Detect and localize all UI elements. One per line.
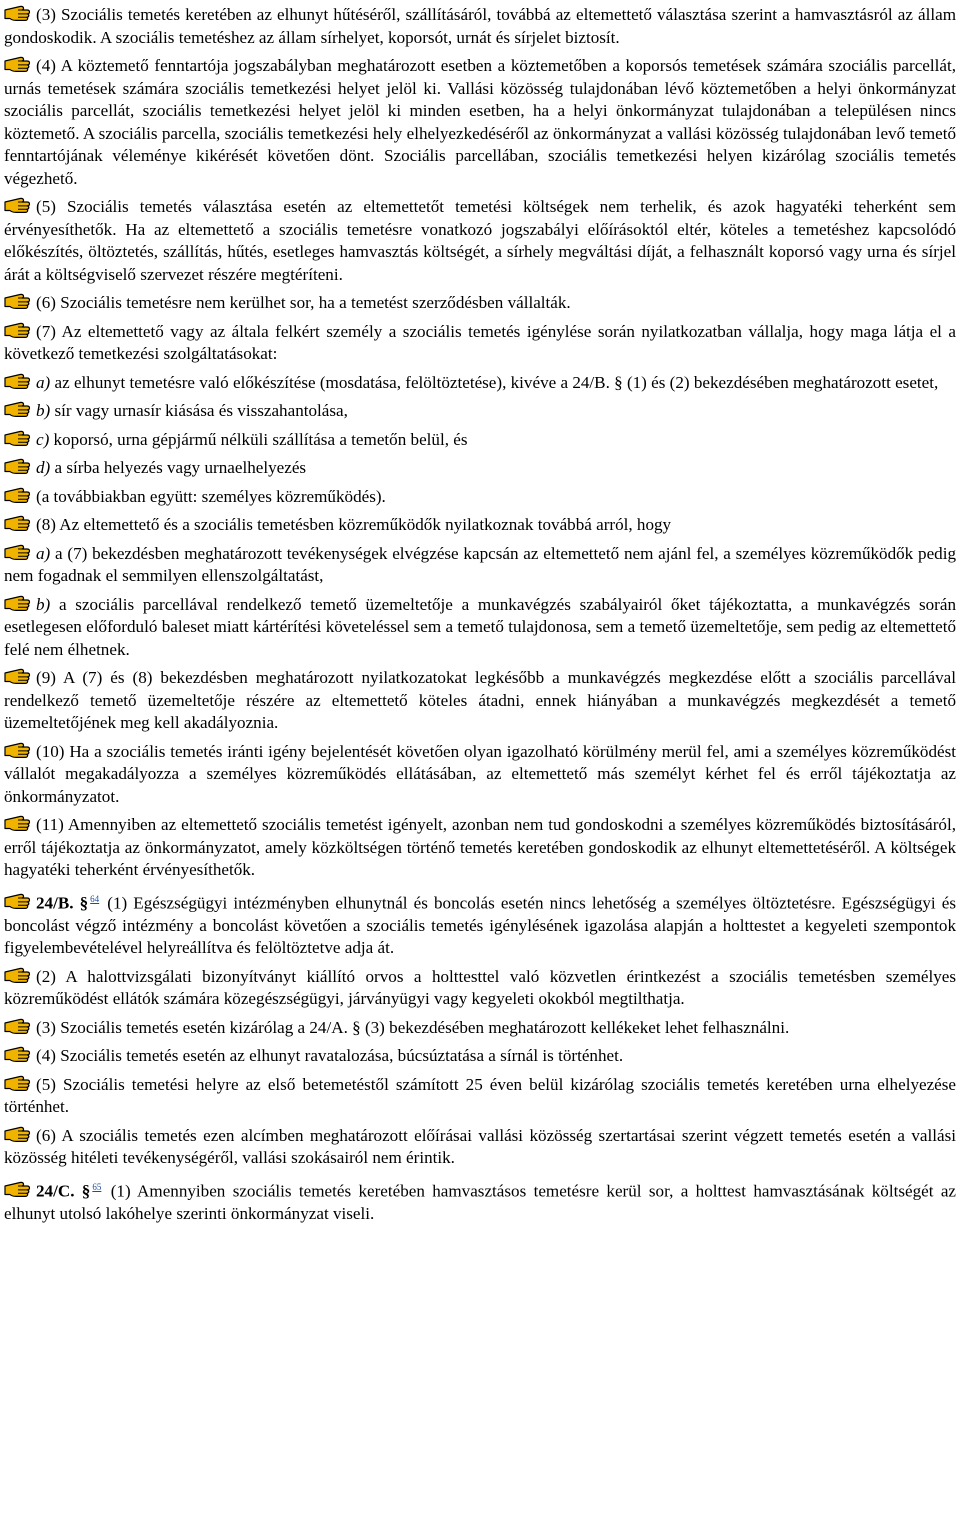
paragraph-text: (6) Szociális temetésre nem kerülhet sor, ha a temetést szerződésben vállalták. [36, 293, 571, 312]
paragraph-text: (1) Amennyiben szociális temetés keretében hamvasztásos temetésre kerül sor, a holttest hamvasztásának költségét az elhunyt utolsó lakóhelye szerinti önkormányzat viseli. [4, 1181, 956, 1223]
list-marker: b) [36, 401, 51, 420]
paragraph-text: sír vagy urnasír kiásása és visszahantolása, [50, 401, 348, 420]
pointing-hand-icon[interactable] [4, 457, 34, 475]
list-item-a [4, 372, 956, 395]
paragraph-text: koporsó, urna gépjármű nélküli szállítása a temetőn belül, és [49, 429, 468, 449]
list-marker: a) [36, 543, 51, 563]
paragraph-text: (9) A (7) és (8) bekezdésben meghatározott nyilatkozatokat legkésőbb a munkavégzés megkezdése előtt a szociális parcellával rendelkező temető üzemeltetője részére az eltemettető köteles átadni, ennek hiányában a munkavégzés megkezdését a temető üzemeltetőjének meg kell akadályoznia. [4, 668, 956, 732]
section-heading: 24/B. § [36, 893, 89, 913]
section-24c [4, 1176, 956, 1226]
paragraph-1 [4, 4, 956, 49]
paragraph-24b-5 [4, 1074, 956, 1119]
list-marker: d) [36, 458, 51, 477]
paragraph-11 [4, 814, 956, 882]
footnote-link[interactable]: 64 [90, 893, 100, 904]
paragraph-24b-4 [4, 1045, 956, 1068]
pointing-hand-icon[interactable] [4, 1074, 34, 1092]
pointing-hand-icon[interactable] [4, 196, 34, 214]
list-item-8a [4, 543, 956, 588]
pointing-hand-icon[interactable] [4, 292, 34, 310]
list-item-8b [4, 594, 956, 662]
list-item-c [4, 429, 956, 452]
paragraph-text: (5) Szociális temetés választása esetén az eltemettetőt temetési költségek nem terhelik, és azok hagyatéki teherként sem érvényesíthetők. Ha az eltemettető a szociális temetésre vonatkozó jogszabályi előírásoktól eltér, köteles a temetéshez kapcsolódó előkészítés, öltöztetés, szállítás, hűtés, esetleges hamvasztás költségét, a sírhely megváltási díját, a felhasznált koporsó vagy urna és sírjel árát a költségviselő szervezet részére megtéríteni. [4, 197, 956, 284]
paragraph-24b-3 [4, 1017, 956, 1040]
paragraph-3 [4, 196, 956, 286]
list-item-b [4, 400, 956, 423]
pointing-hand-icon[interactable] [4, 1017, 34, 1035]
paragraph-2 [4, 55, 956, 190]
list-marker: c) [36, 429, 50, 449]
list-marker: b) [36, 594, 51, 614]
paragraph-text: (4) A köztemető fenntartója jogszabályban meghatározott esetben a köztemetőben a koporsós temetések számára szociális parcellát, urnás temetések számára szociális temetkezési helyet jelöl ki. Vallási közösség tulajdonában lévő köztemetőben a helyi önkormányzat szociális parcellát, szociális temetkezési helyet jelöl ki minden esetben, ha a helyi önkormányzat tulajdonában a településen nincs köztemető. A szociális parcella, szociális temetkezési hely elhelyezkedéséről az önkormányzat a vallási közösség tulajdonában levő temető fenntartójának véleménye kikérését követően dönt. Szociális parcellában, szociális temetkezési helyen kizárólag szociális temetés végezhető. [4, 56, 956, 188]
list-marker: a) [36, 372, 51, 392]
paragraph-10 [4, 741, 956, 809]
pointing-hand-icon[interactable] [4, 321, 34, 339]
paragraph-text: (8) Az eltemettető és a szociális temetésben közreműködők nyilatkoznak továbbá arról, hogy [36, 515, 672, 534]
paragraph-24b-2 [4, 966, 956, 1011]
paragraph-5 [4, 321, 956, 366]
paragraph-24b-6 [4, 1125, 956, 1170]
pointing-hand-icon[interactable] [4, 4, 34, 22]
paragraph-8 [4, 514, 956, 537]
pointing-hand-icon[interactable] [4, 514, 34, 532]
list-item-d [4, 457, 956, 480]
paragraph-text: (7) Az eltemettető vagy az általa felkért személy a szociális temetés igénylése során nyilatkozatban vállalja, hogy maga látja el a következő temetkezési szolgáltatásokat: [4, 321, 956, 363]
paragraph-text: (5) Szociális temetési helyre az első betemetéstől számított 25 éven belül kizárólag szociális temetés keretében urna elhelyezése történhet. [4, 1074, 956, 1117]
paragraph-text: (1) Egészségügyi intézményben elhunytnál és boncolás esetén nincs lehetőség a személyes öltöztetésre. Egészségügyi és boncolást végző intézmény a boncolást követően a szociális temetés igénylésének igazolása alapján a holttestet a kegyeleti szempontok figyelembevételével helyreállítva és felöltöztetve adja át. [4, 893, 956, 958]
paragraph-closing [4, 486, 956, 509]
pointing-hand-icon[interactable] [4, 1045, 34, 1063]
pointing-hand-icon[interactable] [4, 429, 34, 447]
pointing-hand-icon[interactable] [4, 594, 34, 612]
pointing-hand-icon[interactable] [4, 55, 34, 73]
paragraph-text: a sírba helyezés vagy urnaelhelyezés [50, 458, 307, 477]
footnote-link[interactable]: 65 [92, 1181, 102, 1192]
pointing-hand-icon[interactable] [4, 1180, 34, 1198]
pointing-hand-icon[interactable] [4, 543, 34, 561]
pointing-hand-icon[interactable] [4, 400, 34, 418]
paragraph-text: (6) A szociális temetés ezen alcímben meghatározott előírásai vallási közösség szertartásai szerint végzett temetés esetén a vallási közösség hitéleti tevékenységéről, vallási szokásairól nem érintik. [4, 1125, 956, 1168]
paragraph-text: (a továbbiakban együtt: személyes közreműködés). [36, 486, 386, 506]
paragraph-text: (2) A halottvizsgálati bizonyítványt kiállító orvos a holttesttel való közvetlen érintkezést a szociális temetésben személyes közreműködést ellátók számára közegészségügyi, járványügyi vagy kegyeleti okokból megtilthatja. [4, 966, 956, 1009]
pointing-hand-icon[interactable] [4, 814, 34, 832]
paragraph-text: (3) Szociális temetés esetén kizárólag a 24/A. § (3) bekezdésében meghatározott kellékeket lehet felhasználni. [36, 1017, 790, 1037]
paragraph-text: (10) Ha a szociális temetés iránti igény bejelentését követően olyan igazolható körülmény merül fel, ami a személyes közreműködést vállalót megakadályozza a személyes közreműködés ellátásában, az eltemettető más személyt kérhet fel és erről tájékoztatja az önkormányzatot. [4, 741, 956, 806]
paragraph-text: (4) Szociális temetés esetén az elhunyt ravatalozása, búcsúztatása a sírnál is történhet. [36, 1046, 624, 1066]
pointing-hand-icon[interactable] [4, 667, 34, 685]
pointing-hand-icon[interactable] [4, 966, 34, 984]
paragraph-9 [4, 667, 956, 735]
paragraph-text: (11) Amennyiben az eltemettető szociális temetést igényelt, azonban nem tud gondoskodni a személyes közreműködés biztosításáról, erről tájékoztatja az önkormányzatot, amely közköltségen történő temetés keretében gondoskodik az elhunyt eltemettetéséről. A költségek hagyatéki teherként érvényesíthetők. [4, 815, 956, 879]
paragraph-text: a (7) bekezdésben meghatározott tevékenységek elvégzése kapcsán az eltemettető nem ajánl fel, a személyes közreműködők pedig nem fogadnak el semmilyen ellenszolgáltatást, [4, 543, 956, 585]
section-heading: 24/C. § [36, 1181, 91, 1201]
paragraph-4 [4, 292, 956, 315]
paragraph-text: (3) Szociális temetés keretében az elhunyt hűtéséről, szállításáról, továbbá az eltemettető választása szerint a hamvasztásról az állam gondoskodik. A szociális temetéshez az állam sírhelyet, koporsót, urnát és sírjelet biztosít. [4, 5, 956, 47]
paragraph-text: a szociális parcellával rendelkező temető üzemeltetője a munkavégzés szabályairól őket tájékoztatta, a munkavégzés során esetlegesen előforduló baleset miatt kártérítési követeléssel sem a temető tulajdonosa, sem a temető üzemeltetője, sem pedig az eltemettető felé nem élhetnek. [4, 594, 956, 659]
pointing-hand-icon[interactable] [4, 1125, 34, 1143]
pointing-hand-icon[interactable] [4, 892, 34, 910]
pointing-hand-icon[interactable] [4, 486, 34, 504]
paragraph-text: az elhunyt temetésre való előkészítése (mosdatása, felöltöztetése), kivéve a 24/B. § (1) és (2) bekezdésében meghatározott esetet, [50, 372, 939, 392]
pointing-hand-icon[interactable] [4, 741, 34, 759]
pointing-hand-icon[interactable] [4, 372, 34, 390]
section-24b [4, 888, 956, 960]
